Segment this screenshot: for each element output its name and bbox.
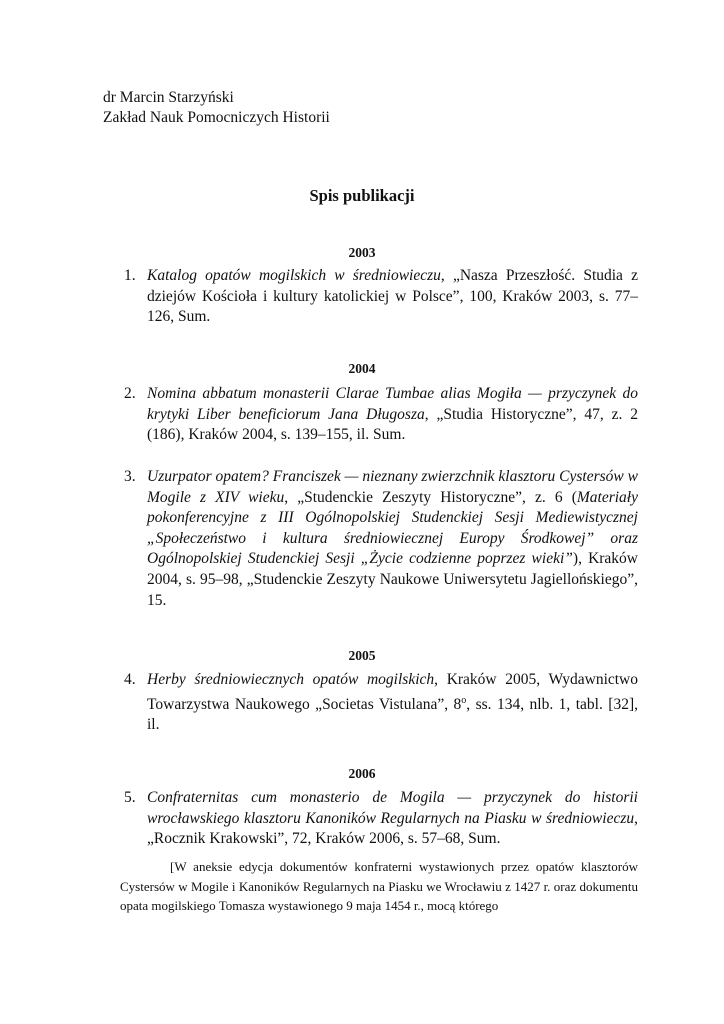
entry-citation-end: , ss. 134, nlb. 1, tabl. [32], il. — [147, 695, 638, 734]
entry-series-title: Materiały pokonferencyjne z III Ogólnopolskiej Studenckiej Sesji Mediewistycznej „Społeczeństwo i kultura średniowiecznej Europy Środkowej” oraz Ogólnopolskiej Studenckiej Sesji „Życie codzienne poprzez wieki” — [147, 488, 638, 568]
publication-entry-2 — [124, 384, 638, 446]
entry-title: Nomina abbatum monasterii Clarae Tumbae alias Mogiła — przyczynek do krytyki Liber beneficiorum Jana Długosza — [147, 385, 638, 423]
entry-citation: , „Rocznik Krakowski”, 72, Kraków 2006, s. 57–68, Sum. — [147, 809, 638, 848]
entry-number: 4. — [124, 671, 136, 688]
publication-entry-1 — [124, 266, 638, 328]
publication-entry-3 — [124, 467, 638, 611]
author-block — [103, 88, 330, 128]
year-heading-2003: 2003 — [348, 245, 376, 260]
entry-title: Herby średniowiecznych opatów mogilskich — [147, 671, 435, 688]
entry-title: Katalog opatów mogilskich w średniowieczu — [147, 267, 441, 284]
entry-number: 1. — [124, 267, 136, 284]
entry-title: Confraternitas cum monasterio de Mogila — przyczynek do historii wrocławskiego klasztoru Kanoników Regularnych na Piasku w średniowieczu — [147, 789, 638, 827]
year-heading-2004: 2004 — [348, 361, 376, 376]
entry-citation: , Kraków 2005, Wydawnictwo Towarzystwa Naukowego „Societas Vistulana”, 8 — [147, 671, 639, 713]
year-heading-2005: 2005 — [348, 648, 376, 663]
entry-citation-end: ), Kraków 2004, s. 95–98, „Studenckie Zeszyty Naukowe Uniwersytetu Jagiellońskiego”, 15. — [147, 550, 638, 609]
publication-entry-4 — [124, 670, 639, 736]
entry-title: Uzurpator opatem? Franciszek — nieznany zwierzchnik klasztoru Cystersów w Mogile z XIV wieku — [147, 468, 638, 506]
octavo-superscript: o — [461, 694, 467, 706]
entry-citation: , „Nasza Przeszłość. Studia z dziejów Kościoła i kultury katolickiej w Polsce”, 100, Kraków 2003, s. 77–126, Sum. — [147, 267, 638, 326]
author-department: Zakład Nauk Pomocniczych Historii — [103, 109, 330, 126]
entry-annotation: [W aneksie edycja dokumentów konfraterni wystawionych przez opatów klasztorów Cystersów w Mogile i Kanoników Regularnych na Piasku we Wrocławiu z 1427 r. oraz dokumentu opata mogilskiego Tomasza wystawionego 9 maja 1454 r., mocą którego — [120, 859, 638, 913]
entry-number: 3. — [124, 468, 136, 485]
year-heading-2006: 2006 — [348, 766, 376, 781]
author-name: dr Marcin Starzyński — [103, 89, 234, 106]
entry-number: 5. — [124, 789, 136, 806]
entry-citation: , „Studia Historyczne”, 47, z. 2 (186), Kraków 2004, s. 139–155, il. Sum. — [147, 405, 638, 444]
publication-entry-5 — [124, 788, 638, 850]
entry-citation: , „Studenckie Zeszyty Historyczne”, z. 6 ( — [284, 488, 577, 506]
page-title: Spis publikacji — [309, 186, 415, 205]
entry-number: 2. — [124, 385, 136, 402]
